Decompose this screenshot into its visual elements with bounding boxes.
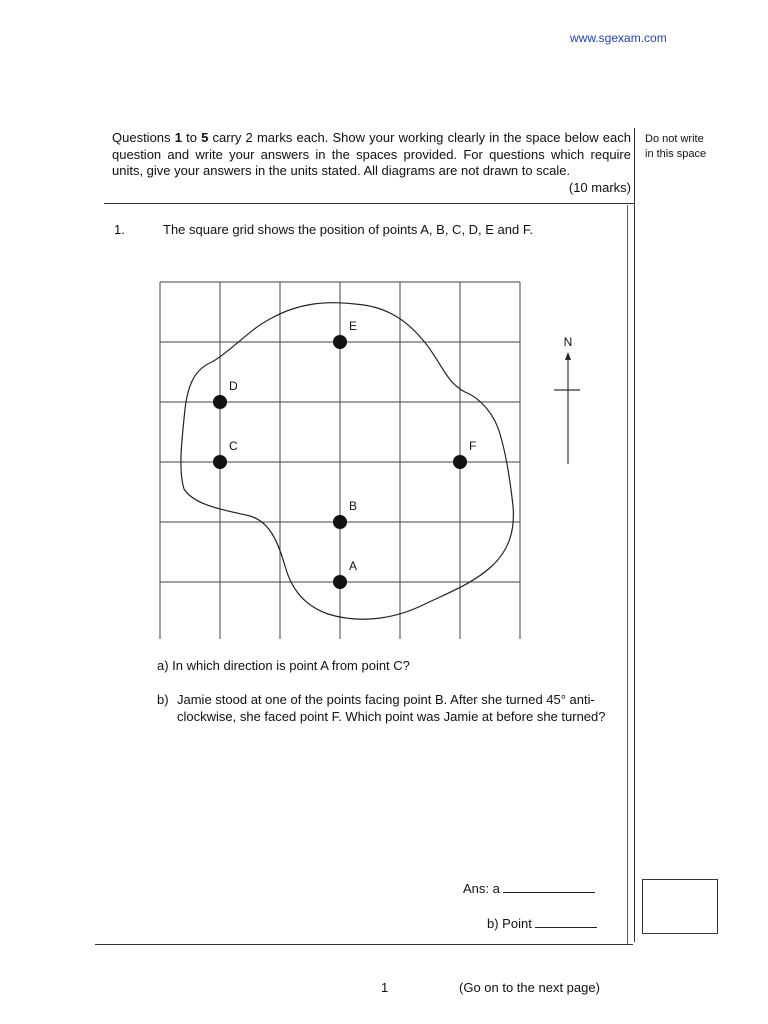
margin-note	[645, 132, 745, 162]
point-label-a: A	[349, 559, 358, 573]
compass-arrow-icon	[565, 352, 571, 360]
point-label-e: E	[349, 319, 358, 333]
footer-divider	[95, 944, 633, 945]
point-d	[213, 395, 227, 409]
margin-note-line-2: in this space	[645, 148, 707, 160]
point-f	[453, 455, 467, 469]
instructions-text-1: Questions	[112, 130, 175, 145]
point-c	[213, 455, 227, 469]
sub-question-a: a) In which direction is point A from point C?	[157, 658, 410, 673]
answer-a-blank[interactable]	[503, 880, 595, 893]
compass	[554, 335, 580, 464]
sub-question-b-label: b)	[157, 692, 169, 707]
margin-divider	[634, 128, 635, 942]
answer-a-line	[463, 880, 595, 896]
answer-b-label: b) Point	[487, 916, 532, 931]
margin-divider-inner	[627, 205, 628, 945]
next-page-note: (Go on to the next page)	[459, 980, 600, 995]
instructions-text-3: carry 2 marks each. Show your working clearly in the space below each question and write your answers in the spaces provided. For questions which require units, give your answers in the units stated. All diagrams are not drawn to scale.	[112, 130, 631, 179]
marks-box	[642, 879, 718, 934]
website-url: www.sgexam.com	[570, 31, 667, 45]
compass-north-label: N	[563, 335, 573, 349]
question-text: The square grid shows the position of points A, B, C, D, E and F.	[163, 222, 533, 237]
header-divider	[104, 203, 634, 204]
answer-a-label: Ans: a	[463, 881, 500, 896]
instructions-bold-1: 1	[174, 130, 182, 145]
point-label-b: B	[349, 499, 358, 513]
sub-question-b-text: Jamie stood at one of the points facing point B. After she turned 45° anti-clockwise, she faced point F. Which point was Jamie at before she turned?	[177, 692, 606, 724]
point-b	[333, 515, 347, 529]
margin-note-line-1: Do not write	[645, 133, 704, 145]
point-label-c: C	[229, 439, 238, 453]
page-number: 1	[381, 980, 389, 995]
instructions-text-2: to	[181, 130, 202, 145]
total-marks: (10 marks)	[568, 179, 631, 195]
point-label-f: F	[469, 439, 477, 453]
instructions-paragraph	[112, 130, 631, 196]
instructions-bold-2: 5	[201, 130, 209, 145]
sub-question-b	[157, 692, 627, 725]
answer-b-blank[interactable]	[535, 915, 597, 928]
grid-map-figure	[150, 274, 590, 639]
point-a	[333, 575, 347, 589]
point-label-d: D	[229, 379, 238, 393]
question-number: 1.	[114, 222, 125, 237]
answer-b-line	[487, 915, 597, 931]
point-e	[333, 335, 347, 349]
